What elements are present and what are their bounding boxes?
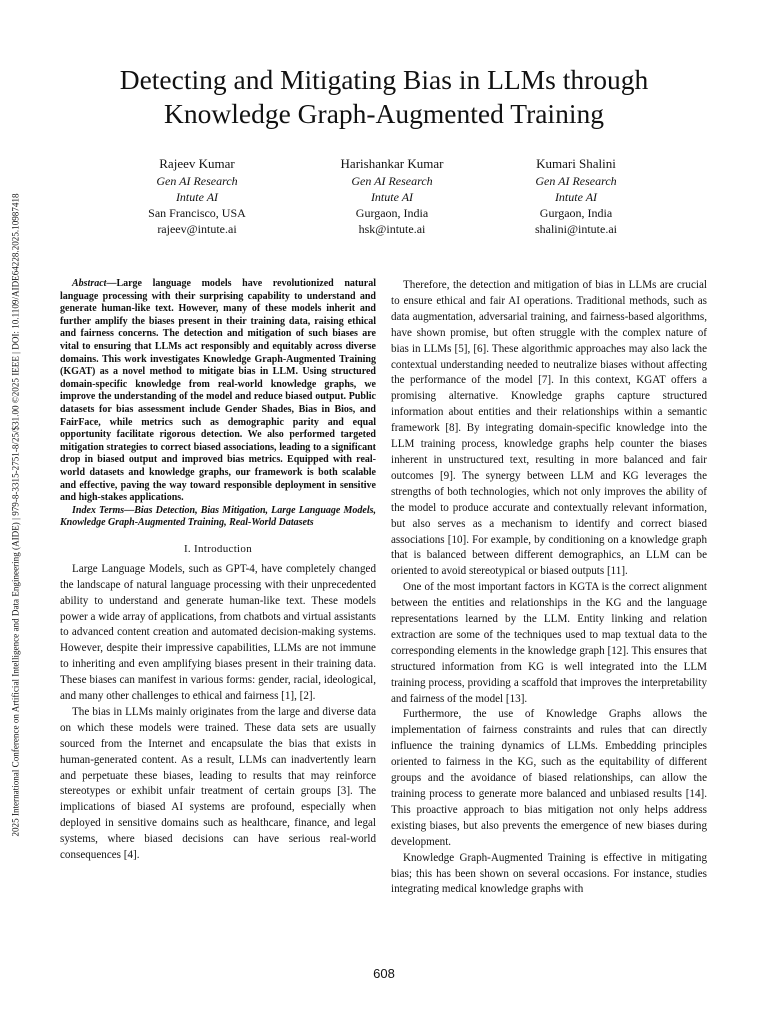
author-location: Gurgaon, India bbox=[539, 206, 613, 220]
author-name: Rajeev Kumar bbox=[159, 156, 235, 171]
page-number: 608 bbox=[373, 966, 395, 981]
author-company: Intute AI bbox=[370, 190, 414, 204]
right-column bbox=[391, 278, 707, 898]
author-name: Harishankar Kumar bbox=[340, 156, 444, 171]
author-org: Gen AI Research bbox=[351, 174, 433, 188]
author-company: Intute AI bbox=[554, 190, 598, 204]
author-email: shalini@intute.ai bbox=[534, 222, 618, 236]
author-block bbox=[0, 155, 768, 245]
author-company: Intute AI bbox=[175, 190, 219, 204]
section-heading: I. Introduction bbox=[183, 542, 253, 555]
publication-sidebar bbox=[6, 148, 26, 881]
author-org: Gen AI Research bbox=[156, 174, 238, 188]
title-line-2: Knowledge Graph-Augmented Training bbox=[164, 98, 604, 129]
publication-info: 2025 International Conference on Artificial Intelligence and Data Engineering (AIDE) | 979-8-3315-2751-8/25/$31.00 ©2025 IEEE | DOI: 10.1109/AIDE64228.2025.10987418 bbox=[11, 192, 21, 837]
paper-title bbox=[40, 63, 728, 131]
paragraph: Therefore, the detection and mitigation of bias in LLMs are crucial to ensure ethical and fair AI operations. Traditional methods, such as data augmentation, adversarial training, and fairness-based algorithms, have shown promise, but often struggle with the complex nature of bias in LLMs [5], [6]. These algorithmic approaches may also lack the contextual understanding needed to neutralize biases without affecting the performance of the model [7]. In this context, KGAT offers a promising alternative. Knowledge graphs capture structured information about entities and their relationships within a semantic framework [8]. By integrating domain-specific knowledge into the LLM training process, knowledge graphs help counter the biases inherent in unstructured text, resulting in more balanced and fair outcomes [9]. The synergy between LLM and KG leverages the strengths of both technologies, which not only improves the ability of the model to produce accurate and contextually relevant information, but also serves as a mechanism to identify and correct biased associations [10]. For example, by conditioning on a knowledge graph that is balanced between different demographics, an LLM can be oriented to avoid stereotypical or biased outputs [11]. bbox=[391, 279, 707, 578]
paragraph: One of the most important factors in KGTA is the correct alignment between the entities and relationships in the KG and the language representations learned by the LLM. Entity linking and relation extraction are some of the techniques used to map textual data to the corresponding elements in the knowledge graph [12]. This ensures that structured information from KG is well integrated into the LLM training process, providing a scaffold that improves the interpretability and fairness of the model [13]. bbox=[391, 581, 707, 705]
author-name: Kumari Shalini bbox=[536, 156, 616, 171]
abstract-label: Abstract bbox=[72, 278, 107, 289]
paragraph: Furthermore, the use of Knowledge Graphs allows the implementation of fairness constraints and rules that can directly influence the training dynamics of LLMs. Embedding principles oriented to fairness in the KG, such as the equitability of different groups and the avoidance of biased relationships, can allow the training process to generate more balanced and unbiased results [14]. This proactive approach to bias mitigation not only helps address existing biases, but also prevents the emergence of new biases during development. bbox=[391, 708, 707, 848]
author-email: rajeev@intute.ai bbox=[157, 222, 237, 236]
author-1 bbox=[87, 155, 307, 237]
index-terms: Index Terms—Bias Detection, Bias Mitigation, Large Language Models, Knowledge Graph-Augmented Training, Real-World Datasets bbox=[60, 504, 376, 529]
author-location: San Francisco, USA bbox=[148, 206, 246, 220]
abstract bbox=[60, 278, 376, 505]
paragraph: Large Language Models, such as GPT-4, have completely changed the landscape of natural language processing with their unprecedented ability to understand and generate human-like text. These models power a wide array of applications, from chatbots and virtual assistants to advanced content creation and automated decision-making systems. However, despite their impressive capabilities, LLMs are not immune to inheriting and even amplifying biases present in their training data. These biases can manifest in various forms: gender, racial, ideological, and many other challenges to ethical and fairness [1], [2]. bbox=[60, 562, 376, 703]
author-location: Gurgaon, India bbox=[355, 206, 429, 220]
paragraph: Knowledge Graph-Augmented Training is effective in mitigating bias; this has been shown on several occasions. For instance, studies integrating medical knowledge graphs with bbox=[391, 851, 707, 896]
author-org: Gen AI Research bbox=[535, 174, 617, 188]
title-line-1: Detecting and Mitigating Bias in LLMs through bbox=[119, 64, 649, 95]
author-3 bbox=[466, 155, 686, 237]
author-email: hsk@intute.ai bbox=[358, 222, 426, 236]
paragraph: The bias in LLMs mainly originates from the large and diverse data on which these models were trained. These data sets are usually sourced from the Internet and encapsulate the bias that exists in human-generated content. As a result, LLMs can inadvertently learn and perpetuate these biases, leading to results that may reinforce stereotypes or exhibit unfair treatment of certain groups [3]. The implications of biased AI systems are profound, especially when deployed in sensitive domains such as healthcare, finance, and legal systems, where biased decisions can have serious real-world consequences [4]. bbox=[60, 705, 376, 862]
left-column bbox=[60, 278, 376, 864]
abstract-text: —Large language models have revolutionized natural language processing with their surprising capability to understand and generate human-like text. However, many of these models inherit and further amplify the biases present in their training data, raising ethical and fairness concerns. The detection and mitigation of such biases are vital to ensuring that LLMs act responsibly and equitably across diverse domains. This work investigates Knowledge Graph-Augmented Training (KGAT) as a novel method to mitigate bias in LLM. Using structured domain-specific knowledge from real-world knowledge graphs, we improve the understanding of the model and reduce biased output. Public datasets for bias assessment include Gender Shades, Bias in Bios, and FairFace, while metrics such as demographic parity and equal opportunity facilitate rigorous detection. We also performed targeted mitigation strategies to correct biased associations, leading to a significant drop in biased output and improved bias metrics. Equipped with real-world datasets and knowledge graphs, our framework is both scalable and effective, paving the way toward responsible deployment in sensitive and high-stakes applications. bbox=[60, 278, 376, 504]
